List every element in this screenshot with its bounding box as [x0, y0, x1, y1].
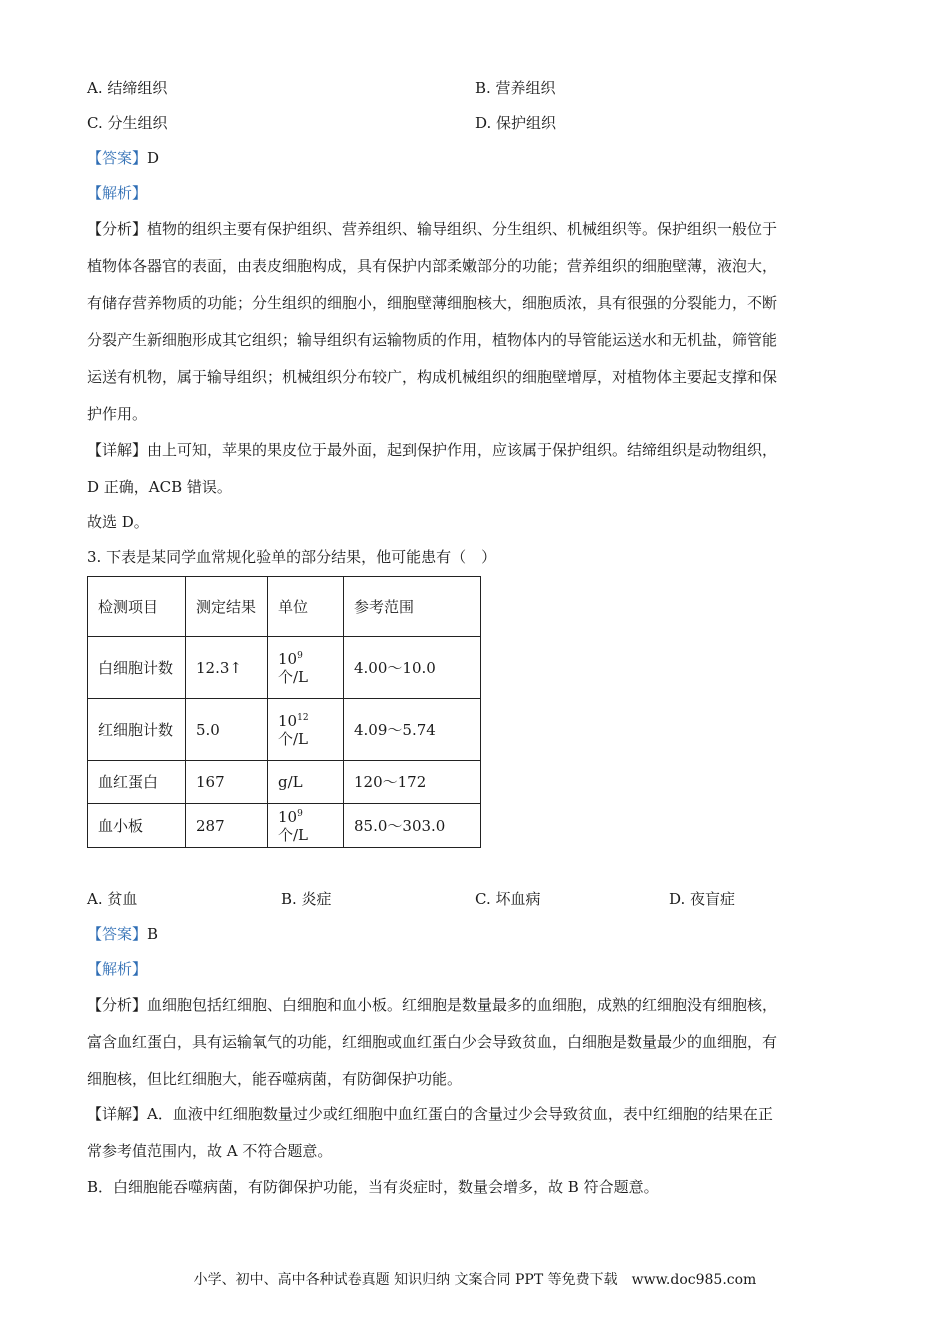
answer-tag: 【答案】: [87, 925, 148, 943]
unit-exponent: 9: [297, 808, 303, 819]
cell-result: 12.3↑: [186, 637, 268, 699]
q3-fenxi-line-1: [87, 994, 777, 1015]
cell-item: 白细胞计数: [88, 637, 186, 699]
q3-option-d: D. 夜盲症: [669, 890, 736, 908]
table-header-row: [88, 577, 481, 637]
cell-item: 红细胞计数: [88, 699, 186, 761]
option-c: C. 分生组织: [87, 114, 168, 132]
cell-unit: g/L: [268, 761, 344, 804]
blood-test-table: [87, 576, 481, 848]
fenxi-tag: 【分析】: [87, 220, 148, 238]
fenxi-line-3: 有储存营养物质的功能；分生组织的细胞小，细胞壁薄细胞核大，细胞质浓，具有很强的分裂能力，不断: [87, 294, 778, 312]
fenxi-text-1: 植物的组织主要有保护组织、营养组织、输导组织、分生组织、机械组织等。保护组织一般位于: [147, 220, 778, 238]
cell-result: 287: [186, 804, 268, 848]
unit-rest: 个/L: [278, 825, 309, 844]
cell-range: 4.09～5.74: [344, 699, 481, 761]
unit-exponent: 9: [297, 650, 303, 661]
conclusion-line: 故选 D。: [87, 513, 149, 531]
header-range: 参考范围: [344, 577, 481, 637]
xiangjie-line-2: D 正确，ACB 错误。: [87, 478, 232, 496]
page-footer: 小学、初中、高中各种试卷真题 知识归纳 文案合同 PPT 等免费下载 www.doc985.com: [193, 1272, 757, 1288]
q3-option-b: B. 炎症: [281, 890, 332, 908]
option-a: A. 结缔组织: [87, 79, 168, 97]
q3-xiangjie-line-1: [87, 1103, 773, 1124]
cell-range: 4.00～10.0: [344, 637, 481, 699]
xiangjie-tag: 【详解】: [87, 1105, 148, 1123]
cell-item: 血小板: [88, 804, 186, 848]
fenxi-line-5: 运送有机物，属于输导组织；机械组织分布较广，构成机械组织的细胞壁增厚，对植物体主要起支撑和保: [87, 368, 778, 386]
analysis-heading: [87, 182, 147, 203]
option-b: B. 营养组织: [475, 79, 556, 97]
cell-result: 5.0: [186, 699, 268, 761]
table-row: [88, 761, 481, 804]
cell-unit: [268, 804, 344, 848]
q3-xiangjie-line-3: B．白细胞能吞噬病菌，有防御保护功能，当有炎症时，数量会增多，故 B 符合题意。: [87, 1178, 659, 1196]
cell-result: 167: [186, 761, 268, 804]
fenxi-line-1: [87, 218, 777, 239]
table-row: [88, 804, 481, 848]
table-row: [88, 699, 481, 761]
fenxi-tag: 【分析】: [87, 996, 148, 1014]
cell-item: 血红蛋白: [88, 761, 186, 804]
option-d: D. 保护组织: [475, 114, 557, 132]
q3-option-a: A. 贫血: [87, 890, 138, 908]
xiangjie-text-1: A．血液中红细胞数量过少或红细胞中血红蛋白的含量过少会导致贫血，表中红细胞的结果在正: [147, 1105, 773, 1123]
cell-unit: [268, 699, 344, 761]
cell-unit: [268, 637, 344, 699]
analysis-tag: 【解析】: [87, 960, 148, 978]
unit-base: 10: [278, 649, 298, 668]
xiangjie-line-1: [87, 439, 777, 460]
cell-range: 120～172: [344, 761, 481, 804]
fenxi-line-4: 分裂产生新细胞形成其它组织；输导组织有运输物质的作用，植物体内的导管能运送水和无机盐，筛管能: [87, 331, 778, 349]
q3-option-c: C. 坏血病: [475, 890, 541, 908]
unit-base: 10: [278, 807, 298, 826]
header-item: 检测项目: [88, 577, 186, 637]
table-row: [88, 637, 481, 699]
header-unit: 单位: [268, 577, 344, 637]
header-result: 测定结果: [186, 577, 268, 637]
question-3: 3. 下表是某同学血常规化验单的部分结果，他可能患有（ ）: [87, 548, 497, 566]
q3-xiangjie-line-2: 常参考值范围内，故 A 不符合题意。: [87, 1142, 333, 1160]
answer-value: B: [147, 925, 159, 943]
fenxi-line-6: 护作用。: [87, 405, 148, 423]
unit-base: 10: [278, 711, 298, 730]
analysis-tag: 【解析】: [87, 184, 148, 202]
xiangjie-tag: 【详解】: [87, 441, 148, 459]
q3-answer-line: [87, 923, 158, 944]
unit-rest: 个/L: [278, 729, 309, 748]
q3-analysis-heading: [87, 958, 147, 979]
unit-rest: 个/L: [278, 667, 309, 686]
cell-range: 85.0～303.0: [344, 804, 481, 848]
answer-line: [87, 147, 159, 168]
answer-tag: 【答案】: [87, 149, 148, 167]
unit-exponent: 12: [297, 712, 309, 723]
xiangjie-text-1: 由上可知，苹果的果皮位于最外面，起到保护作用，应该属于保护组织。结缔组织是动物组织，: [147, 441, 778, 459]
answer-value: D: [147, 149, 160, 167]
q3-fenxi-line-2: 富含血红蛋白，具有运输氧气的功能，红细胞或血红蛋白少会导致贫血，白细胞是数量最少的血细胞，有: [87, 1033, 778, 1051]
fenxi-line-2: 植物体各器官的表面，由表皮细胞构成，具有保护内部柔嫩部分的功能；营养组织的细胞壁薄，液泡大，: [87, 257, 778, 275]
q3-fenxi-line-3: 细胞核，但比红细胞大，能吞噬病菌，有防御保护功能。: [87, 1070, 463, 1088]
fenxi-text-1: 血细胞包括红细胞、白细胞和血小板。红细胞是数量最多的血细胞，成熟的红细胞没有细胞核，: [147, 996, 778, 1014]
